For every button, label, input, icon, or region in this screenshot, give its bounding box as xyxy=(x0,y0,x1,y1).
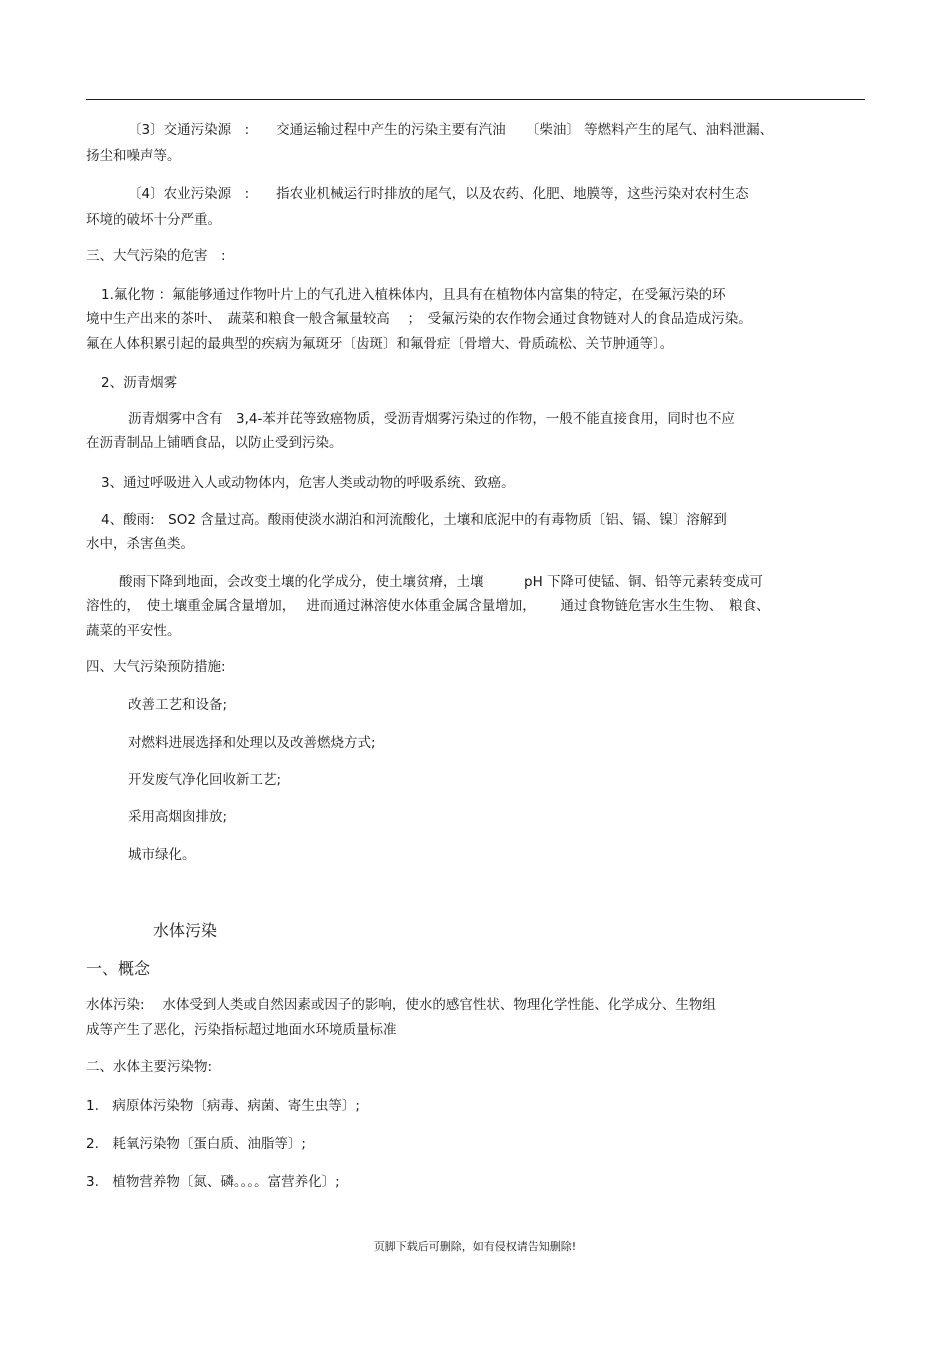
agri-source-line-1: 〔4〕农业污染源 : 指农业机械运行时排放的尾气，以及农药、化肥、地膜等，这些污染对农村生态 xyxy=(128,186,749,202)
prevention-item-4: 采用高烟囱排放; xyxy=(128,809,228,825)
fluoride-line-2: 境中生产出来的茶叶、 蔬菜和粮食一般含氟量较高 ； 受氟污染的农作物会通过食物链对人的食品造成污染。 xyxy=(86,311,752,327)
prevention-item-3: 开发废气净化回收新工艺; xyxy=(128,772,282,788)
water-definition-line-1: 水体污染: 水体受到人类或自然因素或因子的影响，使水的感官性状、物理化学性能、化学成分、生物组 xyxy=(86,997,716,1013)
pollutant-item-1: 1. 病原体污染物〔病毒、病菌、寄生虫等〕; xyxy=(86,1098,360,1114)
traffic-source-line-2: 扬尘和噪声等。 xyxy=(86,148,181,164)
section-heading-harm: 三、大气污染的危害 : xyxy=(86,248,226,264)
fluoride-line-3: 氟在人体积累引起的最典型的疾病为氟斑牙〔齿斑〕和氟骨症〔骨增大、骨质疏松、关节肿通等〕。 xyxy=(86,336,674,352)
section-heading-prevention: 四、大气污染预防措施: xyxy=(86,659,226,675)
acid-rain-line-1: 4、酸雨: SO2 含量过高。酸雨使淡水湖泊和河流酸化，土壤和底泥中的有毒物质〔铝、镉、镍〕溶解到 xyxy=(101,512,727,528)
acid-soil-line-1: 酸雨下降到地面，会改变土壤的化学成分，使土壤贫瘠，土壤 pH 下降可使锰、铜、铅等元素转变成可 xyxy=(119,574,764,590)
pollutant-item-2: 2. 耗氧污染物〔蛋白质、油脂等〕; xyxy=(86,1136,306,1152)
water-definition-line-2: 成等产生了恶化，污染指标超过地面水环境质量标准 xyxy=(86,1022,397,1038)
asphalt-heading: 2、沥青烟雾 xyxy=(101,375,178,391)
water-pollution-title: 水体污染 xyxy=(153,921,218,940)
concept-heading: 一、概念 xyxy=(86,959,151,978)
asphalt-line-2: 在沥青制品上铺晒食品，以防止受到污染。 xyxy=(86,435,343,451)
prevention-item-5: 城市绿化。 xyxy=(128,847,196,863)
section-heading-pollutants: 二、水体主要污染物: xyxy=(86,1059,213,1075)
acid-soil-line-3: 蔬菜的平安性。 xyxy=(86,623,181,639)
acid-rain-line-2: 水中，杀害鱼类。 xyxy=(86,536,194,552)
agri-source-line-2: 环境的破坏十分严重。 xyxy=(86,212,221,228)
pollutant-item-3: 3. 植物营养物〔氮、磷。。。。富营养化〕; xyxy=(86,1174,340,1190)
acid-soil-line-2: 溶性的， 使土壤重金属含量增加， 进而通过淋溶使水体重金属含量增加， 通过食物链危害水生生物、 粮食、 xyxy=(86,598,770,614)
page-footer: 页脚下载后可删除，如有侵权请告知删除! xyxy=(373,1240,577,1253)
fluoride-line-1: 1.氟化物 ：氟能够通过作物叶片上的气孔进入植株体内，且具有在植物体内富集的特定，在受氟污染的环 xyxy=(101,287,726,303)
asphalt-line-1: 沥青烟雾中含有 3,4-苯并芘等致癌物质，受沥青烟雾污染过的作物，一般不能直接食用，同时也不应 xyxy=(128,411,735,427)
header-rule xyxy=(86,99,865,100)
traffic-source-line-1: 〔3〕交通污染源 : 交通运输过程中产生的污染主要有汽油 〔柴油〕 等燃料产生的尾气、油料泄漏、 xyxy=(128,122,774,138)
breathing-harm-line: 3、通过呼吸进入人或动物体内，危害人类或动物的呼吸系统、致癌。 xyxy=(101,475,515,491)
prevention-item-2: 对燃料进展选择和处理以及改善燃烧方式; xyxy=(128,735,376,751)
prevention-item-1: 改善工艺和设备; xyxy=(128,697,228,713)
